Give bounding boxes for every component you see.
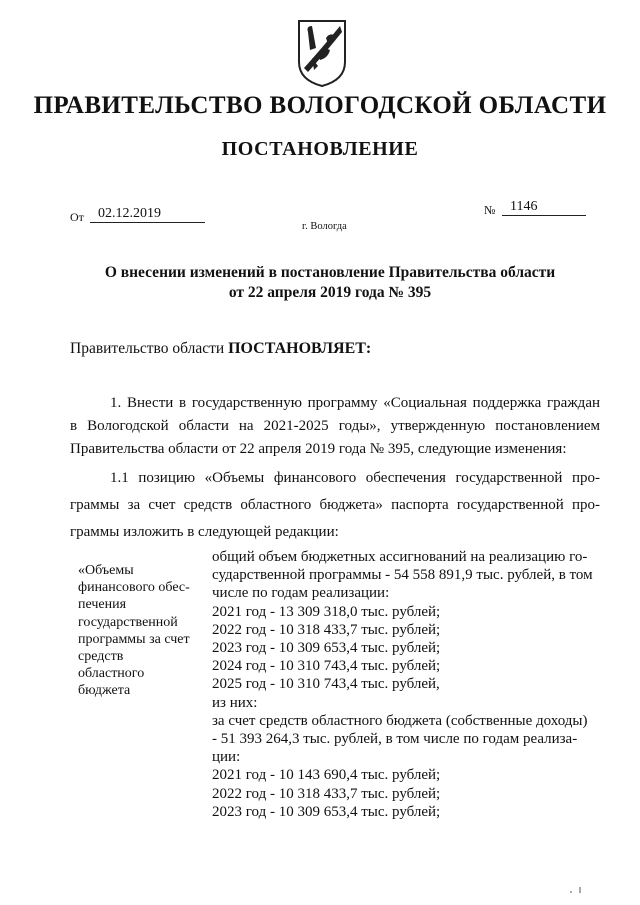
number-prefix: № <box>484 203 496 217</box>
paragraph-1-line-3: Правительства области от 22 апреля 2019 года № 395, следующие изменения: <box>70 441 567 457</box>
left-line: бюджета <box>78 683 131 699</box>
left-line: финансового обес- <box>78 580 190 596</box>
paragraph-1-line-2: в Вологодской области на 2021-2025 годы», утвержденную постановлением <box>70 418 600 434</box>
decree-intro <box>70 340 371 358</box>
number-value: 1146 <box>510 199 538 214</box>
org-title: ПРАВИТЕЛЬСТВО ВОЛОГОДСКОЙ ОБЛАСТИ <box>33 92 607 119</box>
date-prefix: От <box>70 210 84 224</box>
paragraph-2-line-3: граммы изложить в следующей редакции: <box>70 524 339 540</box>
table-left-cell <box>78 562 210 700</box>
right-line: 2023 год - 10 309 653,4 тыс. рублей; <box>212 803 441 820</box>
right-line: 2025 год - 10 310 743,4 тыс. рублей, <box>212 676 440 693</box>
subject-line-1: О внесении изменений в постановление Правительства области <box>104 264 556 281</box>
left-line: программы за счет <box>78 631 190 647</box>
right-line: числе по годам реализации: <box>212 585 390 602</box>
paragraph-2-line-2: граммы за счет средств областного бюджета» паспорта государственной про- <box>70 497 600 513</box>
coat-of-arms-icon <box>296 18 348 88</box>
decree-intro-bold: ПОСТАНОВЛЯЕТ: <box>228 340 372 357</box>
right-line: за счет средств областного бюджета (собственные доходы) <box>212 712 588 729</box>
right-line: 2021 год - 13 309 318,0 тыс. рублей; <box>212 603 441 620</box>
city-label: г. Вологда <box>302 221 347 232</box>
right-line: 2021 год - 10 143 690,4 тыс. рублей; <box>212 767 441 784</box>
right-line: 2022 год - 10 318 433,7 тыс. рублей; <box>212 621 441 638</box>
right-line: 2024 год - 10 310 743,4 тыс. рублей; <box>212 658 441 675</box>
scan-mark-icon <box>568 886 594 894</box>
right-line: ции: <box>212 749 241 766</box>
right-line: общий объем бюджетных ассигнований на реализацию го- <box>212 549 588 565</box>
document-number <box>502 199 586 216</box>
left-line: государственной <box>78 614 178 630</box>
right-line: 2022 год - 10 318 433,7 тыс. рублей; <box>212 785 441 802</box>
right-line: сударственной программы - 54 558 891,9 тыс. рублей, в том <box>212 567 593 584</box>
subject-line-2: от 22 апреля 2019 года № 395 <box>228 284 432 301</box>
left-line: «Объемы <box>78 563 134 578</box>
document-type: ПОСТАНОВЛЕНИЕ <box>221 138 419 160</box>
right-line: - 51 393 264,3 тыс. рублей, в том числе по годам реализа- <box>212 731 578 748</box>
left-line: областного <box>78 666 145 682</box>
document-date <box>90 206 205 223</box>
right-line: 2023 год - 10 309 653,4 тыс. рублей; <box>212 640 441 657</box>
paragraph-1-line-1: 1. Внести в государственную программу «Социальная поддержка граждан <box>110 395 600 411</box>
date-value: 02.12.2019 <box>98 206 161 221</box>
paragraph-2-line-1: 1.1 позицию «Объемы финансового обеспечения государственной про- <box>110 470 600 486</box>
right-line: из них: <box>212 694 258 711</box>
left-line: средств <box>78 649 124 665</box>
document-subject <box>80 263 580 303</box>
decree-intro-text: Правительство области <box>70 340 225 357</box>
left-line: печения <box>78 597 127 613</box>
table-right-cell <box>212 548 602 821</box>
